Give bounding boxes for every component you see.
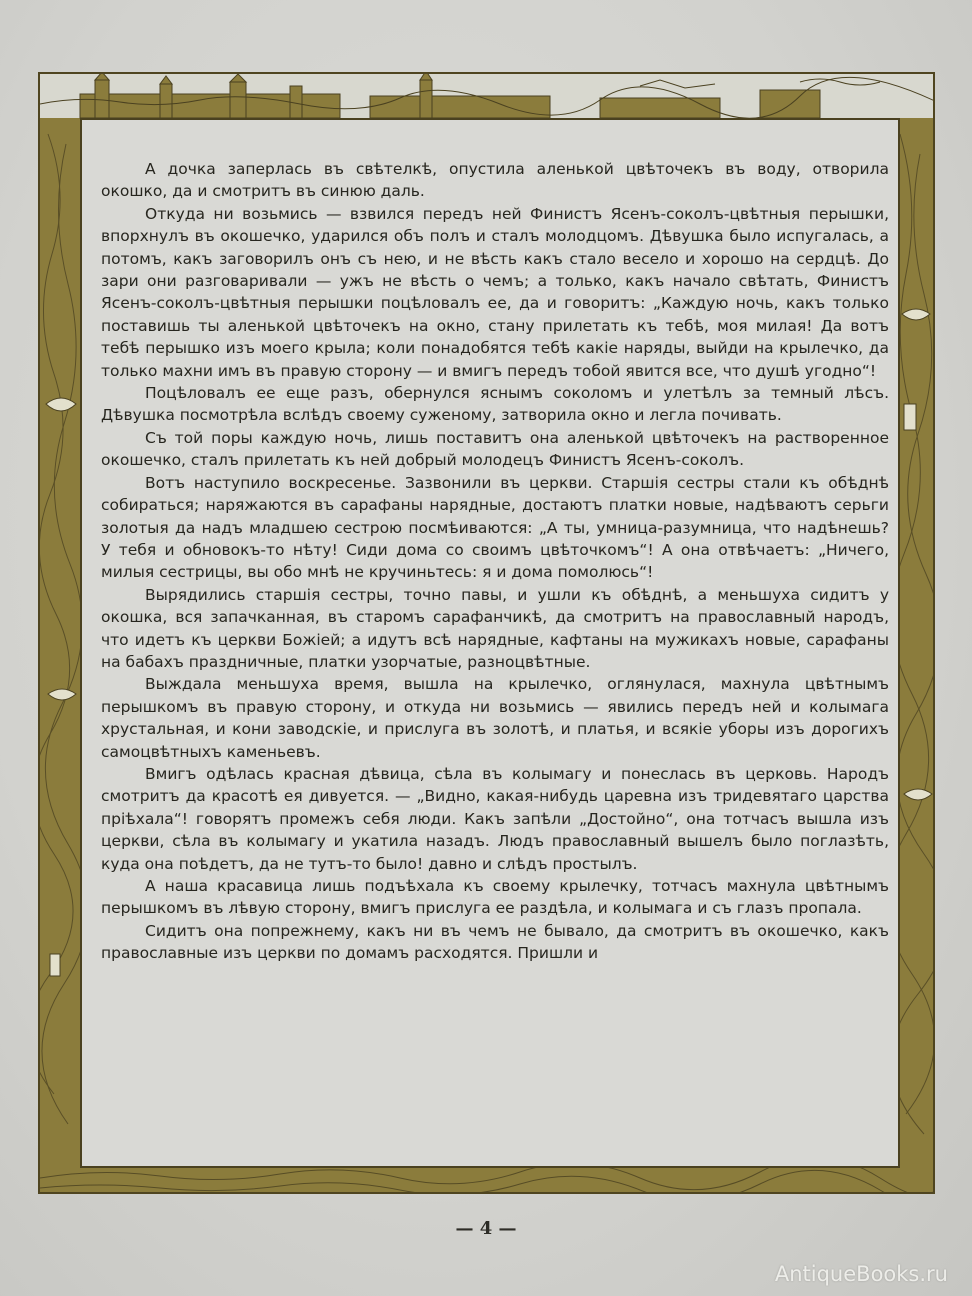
paragraph: Поцѣловалъ ее еще разъ, обернулся яснымъ соколомъ и улетѣлъ за темный лѣсъ. Дѣвушка посмотрѣла вслѣдъ своему суженому, затворила окно и легла почивать. bbox=[101, 384, 889, 425]
paragraph: Вмигъ одѣлась красная дѣвица, сѣла въ колымагу и понеслась въ церковь. Народъ смотритъ да красотѣ ея дивуется. — „Видно, какая-нибудь царевна изъ тридевятаго царства пріѣхала“! говорятъ промежъ себя люди. Какъ запѣли „Достойно“, она тотчасъ вышла изъ церкви, сѣла въ колымагу и укатила назадъ. Людъ православный вышелъ было поглазѣть, куда она поѣдетъ, да не тутъ-то было! давно и слѣдъ простылъ. bbox=[101, 764, 889, 873]
paragraph: А дочка заперлась въ свѣтелкѣ, опустила аленькой цвѣточекъ въ воду, отворила окошко, да и смотритъ въ синюю даль. bbox=[101, 160, 889, 201]
watermark: AntiqueBooks.ru bbox=[774, 1262, 948, 1286]
paragraph: Сидитъ она попрежнему, какъ ни въ чемъ не бывало, да смотритъ въ окошечко, какъ православные изъ церкви по домамъ расходятся. Пришли и bbox=[101, 921, 889, 963]
page-number: — 4 — bbox=[455, 1218, 517, 1239]
story-text bbox=[101, 158, 889, 965]
paragraph: Вырядились старшія сестры, точно павы, и ушли къ обѣднѣ, а меньшуха сидитъ у окошка, вся запачканная, въ старомъ сарафанчикѣ, да смотритъ на православный народъ, что идетъ къ церкви Божіей; а идутъ всѣ нарядные, кафтаны на мужикахъ новые, сарафаны на бабахъ праздничные, платки узорчатые, разноцвѣтные. bbox=[101, 585, 889, 671]
paragraph: А наша красавица лишь подъѣхала къ своему крылечку, тотчасъ махнула цвѣтнымъ перышкомъ въ лѣвую сторону, вмигъ прислуга ее раздѣла, и колымага и съ глазъ пропала. bbox=[101, 877, 889, 918]
paragraph: Съ той поры каждую ночь, лишь поставитъ она аленькой цвѣточекъ на растворенное окошечко, сталъ прилетать къ ней добрый молодецъ Финистъ Ясенъ-соколъ. bbox=[101, 428, 889, 470]
paragraph: Вотъ наступило воскресенье. Зазвонили въ церкви. Старшія сестры стали къ обѣднѣ собираться; наряжаются въ сарафаны нарядные, достаютъ платки новые, надѣваютъ серьги золотыя да надъ младшею сестрою посмѣиваются: „А ты, умница-разумница, что надѣнешь? У тебя и обновокъ-то нѣту! Сиди дома со своимъ цвѣточкомъ“! А она отвѣчаетъ: „Ничего, милыя сестрицы, вы обо мнѣ не кручиньтесь: я и дома помолюсь“! bbox=[101, 473, 889, 582]
paragraph: Выждала меньшуха время, вышла на крылечко, оглянулася, махнула цвѣтнымъ перышкомъ въ правую сторону, и откуда ни возьмись — явились передъ ней и колымага хрустальная, и кони заводскіе, и прислуга въ золотѣ, и платья, и всякіе уборы изъ дорогихъ самоцвѣтныхъ каменьевъ. bbox=[101, 675, 889, 761]
paragraph: Откуда ни возьмись — взвился передъ ней Финистъ Ясенъ-соколъ-цвѣтныя перышки, впорхнулъ въ окошечко, ударился объ полъ и сталъ молодцомъ. Дѣвушка было испугалась, а потомъ, какъ заговорилъ онъ съ нею, и не вѣсть какъ стало весело и хорошо на сердцѣ. До зари они разговаривали — ужъ не вѣсть о чемъ; а только, какъ начало свѣтать, Финистъ Ясенъ-соколъ-цвѣтныя перышки поцѣловалъ ее, да и говоритъ: „Каждую ночь, какъ только поставишь ты аленькой цвѣточекъ на окно, стану прилетать къ тебѣ, моя милая! Да вотъ тебѣ перышко изъ моего крыла; коли понадобятся тебѣ какіе наряды, выйди на крылечко, да только махни имъ въ правую сторону — и вмигъ передъ тобой явится все, что душѣ угодно“! bbox=[101, 204, 889, 380]
